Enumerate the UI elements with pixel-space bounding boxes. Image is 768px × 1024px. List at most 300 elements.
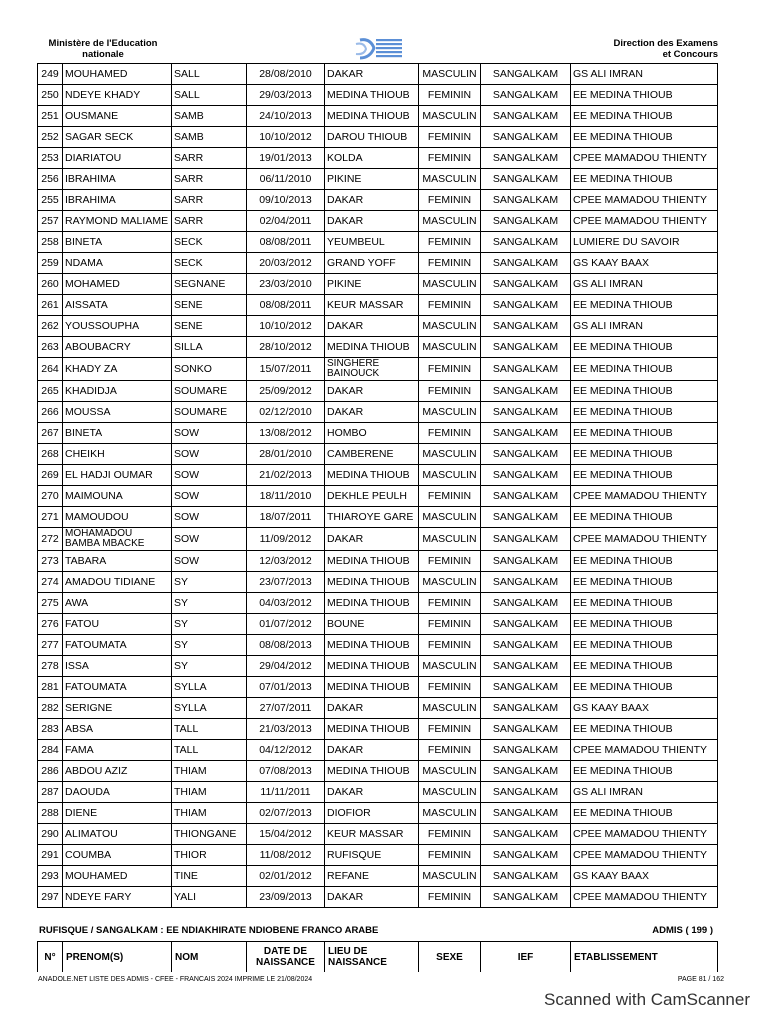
cell-num: 259 <box>38 253 63 274</box>
cell-prenom: IBRAHIMA <box>63 190 172 211</box>
cell-sexe: MASCULIN <box>419 337 481 358</box>
cell-ief: SANGALKAM <box>481 274 571 295</box>
cell-prenom: CHEIKH <box>63 444 172 465</box>
cell-prenom: YOUSSOUPHA <box>63 316 172 337</box>
cell-nom: SOW <box>172 507 247 528</box>
cell-etab: EE MEDINA THIOUB <box>571 656 718 677</box>
cell-etab: EE MEDINA THIOUB <box>571 761 718 782</box>
cell-lieu: DAKAR <box>325 402 419 423</box>
cell-nom: SENE <box>172 295 247 316</box>
cell-prenom: ALIMATOU <box>63 824 172 845</box>
cell-lieu: REFANE <box>325 866 419 887</box>
col-etab: ETABLISSEMENT <box>571 942 718 973</box>
table-row <box>38 316 718 337</box>
cell-etab: EE MEDINA THIOUB <box>571 507 718 528</box>
cell-lieu: CAMBERENE <box>325 444 419 465</box>
cell-prenom: MOUHAMED <box>63 866 172 887</box>
col-ief: IEF <box>481 942 571 973</box>
cell-ief: SANGALKAM <box>481 232 571 253</box>
cell-num: 288 <box>38 803 63 824</box>
cell-date: 23/03/2010 <box>247 274 325 295</box>
cell-prenom: MAMOUDOU <box>63 507 172 528</box>
cell-lieu: KOLDA <box>325 148 419 169</box>
table-row <box>38 253 718 274</box>
cell-ief: SANGALKAM <box>481 465 571 486</box>
cell-nom: SOUMARE <box>172 402 247 423</box>
cell-sexe: FEMININ <box>419 887 481 908</box>
cell-nom: SALL <box>172 64 247 85</box>
camscanner-watermark: Scanned with CamScanner <box>543 990 750 1009</box>
cell-ief: SANGALKAM <box>481 64 571 85</box>
cell-prenom: NDEYE FARY <box>63 887 172 908</box>
cell-date: 09/10/2013 <box>247 190 325 211</box>
cell-num: 257 <box>38 211 63 232</box>
cell-prenom: FATOU <box>63 614 172 635</box>
cell-ief: SANGALKAM <box>481 190 571 211</box>
cell-num: 291 <box>38 845 63 866</box>
cell-etab: CPEE MAMADOU THIENTY <box>571 845 718 866</box>
cell-prenom: SAGAR SECK <box>63 127 172 148</box>
cell-lieu: YEUMBEUL <box>325 232 419 253</box>
cell-date: 21/03/2013 <box>247 719 325 740</box>
cell-etab: GS KAAY BAAX <box>571 866 718 887</box>
cell-num: 281 <box>38 677 63 698</box>
cell-date: 15/04/2012 <box>247 824 325 845</box>
cell-etab: CPEE MAMADOU THIENTY <box>571 824 718 845</box>
cell-num: 283 <box>38 719 63 740</box>
cell-prenom: BINETA <box>63 232 172 253</box>
cell-prenom: NDEYE KHADY <box>63 85 172 106</box>
table-row <box>38 169 718 190</box>
direction-line1: Direction des Examens <box>613 38 718 49</box>
cell-prenom: AMADOU TIDIANE <box>63 572 172 593</box>
cell-lieu: KEUR MASSAR <box>325 295 419 316</box>
cell-ief: SANGALKAM <box>481 719 571 740</box>
cell-etab: EE MEDINA THIOUB <box>571 169 718 190</box>
cell-lieu: DAKAR <box>325 887 419 908</box>
cell-nom: SOUMARE <box>172 381 247 402</box>
cell-sexe: MASCULIN <box>419 316 481 337</box>
cell-prenom: OUSMANE <box>63 106 172 127</box>
cell-sexe: FEMININ <box>419 253 481 274</box>
cell-ief: SANGALKAM <box>481 486 571 507</box>
cell-prenom: MAIMOUNA <box>63 486 172 507</box>
cell-date: 15/07/2011 <box>247 358 325 381</box>
cell-date: 28/10/2012 <box>247 337 325 358</box>
cell-prenom: MOUHAMED <box>63 64 172 85</box>
cell-date: 08/08/2013 <box>247 635 325 656</box>
cell-nom: SY <box>172 572 247 593</box>
table-row <box>38 465 718 486</box>
cell-date: 08/08/2011 <box>247 232 325 253</box>
cell-etab: EE MEDINA THIOUB <box>571 295 718 316</box>
cell-sexe: FEMININ <box>419 358 481 381</box>
table-row <box>38 85 718 106</box>
cell-sexe: FEMININ <box>419 486 481 507</box>
cell-ief: SANGALKAM <box>481 740 571 761</box>
cell-ief: SANGALKAM <box>481 572 571 593</box>
cell-num: 249 <box>38 64 63 85</box>
col-date: DATE DE NAISSANCE <box>247 942 325 973</box>
table-row <box>38 803 718 824</box>
cell-num: 282 <box>38 698 63 719</box>
cell-sexe: MASCULIN <box>419 465 481 486</box>
cell-num: 286 <box>38 761 63 782</box>
cell-num: 276 <box>38 614 63 635</box>
cell-date: 27/07/2011 <box>247 698 325 719</box>
cell-ief: SANGALKAM <box>481 85 571 106</box>
cell-sexe: FEMININ <box>419 740 481 761</box>
cell-prenom: FATOUMATA <box>63 635 172 656</box>
cell-nom: SY <box>172 635 247 656</box>
cell-sexe: MASCULIN <box>419 572 481 593</box>
cell-date: 28/08/2010 <box>247 64 325 85</box>
cell-date: 28/01/2010 <box>247 444 325 465</box>
cell-sexe: MASCULIN <box>419 211 481 232</box>
table-row <box>38 190 718 211</box>
cell-lieu: MEDINA THIOUB <box>325 106 419 127</box>
cell-nom: SECK <box>172 232 247 253</box>
cell-prenom: TABARA <box>63 551 172 572</box>
cell-num: 278 <box>38 656 63 677</box>
cell-etab: CPEE MAMADOU THIENTY <box>571 528 718 551</box>
table-row <box>38 106 718 127</box>
cell-ief: SANGALKAM <box>481 423 571 444</box>
cell-prenom: ABDOU AZIZ <box>63 761 172 782</box>
cell-date: 07/01/2013 <box>247 677 325 698</box>
cell-etab: EE MEDINA THIOUB <box>571 614 718 635</box>
cell-sexe: MASCULIN <box>419 656 481 677</box>
cell-lieu: MEDINA THIOUB <box>325 337 419 358</box>
table-row <box>38 551 718 572</box>
table-row <box>38 402 718 423</box>
cell-num: 253 <box>38 148 63 169</box>
cell-etab: GS ALI IMRAN <box>571 64 718 85</box>
cell-sexe: MASCULIN <box>419 507 481 528</box>
cell-sexe: MASCULIN <box>419 782 481 803</box>
ministry-header <box>28 38 178 60</box>
cell-etab: EE MEDINA THIOUB <box>571 106 718 127</box>
cell-ief: SANGALKAM <box>481 127 571 148</box>
cell-sexe: MASCULIN <box>419 803 481 824</box>
cell-prenom: FAMA <box>63 740 172 761</box>
table-row <box>38 148 718 169</box>
cell-num: 274 <box>38 572 63 593</box>
cell-lieu: MEDINA THIOUB <box>325 677 419 698</box>
table-row <box>38 614 718 635</box>
cell-etab: EE MEDINA THIOUB <box>571 677 718 698</box>
table-row <box>38 866 718 887</box>
table-row <box>38 295 718 316</box>
table-row <box>38 635 718 656</box>
cell-nom: SOW <box>172 528 247 551</box>
cell-etab: EE MEDINA THIOUB <box>571 85 718 106</box>
cell-nom: THIAM <box>172 761 247 782</box>
cell-lieu: MEDINA THIOUB <box>325 656 419 677</box>
cell-num: 284 <box>38 740 63 761</box>
cell-lieu: THIAROYE GARE <box>325 507 419 528</box>
cell-sexe: FEMININ <box>419 593 481 614</box>
cell-ief: SANGALKAM <box>481 824 571 845</box>
cell-etab: EE MEDINA THIOUB <box>571 444 718 465</box>
cell-ief: SANGALKAM <box>481 866 571 887</box>
cell-lieu: PIKINE <box>325 169 419 190</box>
cell-prenom: DIENE <box>63 803 172 824</box>
cell-prenom: KHADY ZA <box>63 358 172 381</box>
cell-etab: CPEE MAMADOU THIENTY <box>571 190 718 211</box>
cell-nom: SEGNANE <box>172 274 247 295</box>
cell-ief: SANGALKAM <box>481 402 571 423</box>
cell-nom: SALL <box>172 85 247 106</box>
cell-lieu: HOMBO <box>325 423 419 444</box>
table-row <box>38 740 718 761</box>
table-row <box>38 486 718 507</box>
table-row <box>38 698 718 719</box>
cell-num: 267 <box>38 423 63 444</box>
cell-etab: EE MEDINA THIOUB <box>571 465 718 486</box>
cell-num: 271 <box>38 507 63 528</box>
cell-etab: GS ALI IMRAN <box>571 782 718 803</box>
cell-date: 02/12/2010 <box>247 402 325 423</box>
cell-etab: CPEE MAMADOU THIENTY <box>571 486 718 507</box>
cell-nom: YALI <box>172 887 247 908</box>
cell-num: 297 <box>38 887 63 908</box>
cell-date: 02/07/2013 <box>247 803 325 824</box>
cell-num: 290 <box>38 824 63 845</box>
cell-sexe: FEMININ <box>419 719 481 740</box>
cell-ief: SANGALKAM <box>481 698 571 719</box>
cell-num: 275 <box>38 593 63 614</box>
cell-lieu: PIKINE <box>325 274 419 295</box>
cell-date: 23/09/2013 <box>247 887 325 908</box>
cell-ief: SANGALKAM <box>481 593 571 614</box>
cell-lieu: RUFISQUE <box>325 845 419 866</box>
table-row <box>38 677 718 698</box>
cell-etab: GS ALI IMRAN <box>571 274 718 295</box>
cell-lieu: MEDINA THIOUB <box>325 551 419 572</box>
cell-date: 29/04/2012 <box>247 656 325 677</box>
table-row <box>38 274 718 295</box>
cell-date: 12/03/2012 <box>247 551 325 572</box>
cell-ief: SANGALKAM <box>481 528 571 551</box>
table-row <box>38 423 718 444</box>
cell-etab: CPEE MAMADOU THIENTY <box>571 148 718 169</box>
cell-etab: GS KAAY BAAX <box>571 253 718 274</box>
cell-nom: TALL <box>172 719 247 740</box>
cell-ief: SANGALKAM <box>481 337 571 358</box>
cell-nom: SOW <box>172 465 247 486</box>
cell-date: 23/07/2013 <box>247 572 325 593</box>
cell-sexe: FEMININ <box>419 190 481 211</box>
col-prenom: PRENOM(S) <box>63 942 172 973</box>
cell-etab: EE MEDINA THIOUB <box>571 803 718 824</box>
cell-etab: EE MEDINA THIOUB <box>571 551 718 572</box>
cell-sexe: FEMININ <box>419 85 481 106</box>
cell-sexe: MASCULIN <box>419 402 481 423</box>
cell-num: 293 <box>38 866 63 887</box>
cell-num: 263 <box>38 337 63 358</box>
cell-date: 02/04/2011 <box>247 211 325 232</box>
table-row <box>38 593 718 614</box>
cell-prenom: EL HADJI OUMAR <box>63 465 172 486</box>
results-table-body <box>38 64 718 908</box>
table-row <box>38 211 718 232</box>
cell-num: 260 <box>38 274 63 295</box>
cell-etab: CPEE MAMADOU THIENTY <box>571 740 718 761</box>
cell-num: 266 <box>38 402 63 423</box>
cell-sexe: FEMININ <box>419 127 481 148</box>
cell-nom: SOW <box>172 551 247 572</box>
cell-ief: SANGALKAM <box>481 444 571 465</box>
cell-date: 20/03/2012 <box>247 253 325 274</box>
cell-nom: TALL <box>172 740 247 761</box>
cell-ief: SANGALKAM <box>481 845 571 866</box>
cell-nom: SAMB <box>172 106 247 127</box>
cell-date: 25/09/2012 <box>247 381 325 402</box>
table-row <box>38 127 718 148</box>
cell-lieu: DAKAR <box>325 316 419 337</box>
cell-sexe: FEMININ <box>419 381 481 402</box>
cell-nom: SARR <box>172 169 247 190</box>
cell-nom: SAMB <box>172 127 247 148</box>
cell-ief: SANGALKAM <box>481 106 571 127</box>
cell-num: 272 <box>38 528 63 551</box>
cell-lieu: DAKAR <box>325 528 419 551</box>
table-row <box>38 507 718 528</box>
section-title: RUFISQUE / SANGALKAM : EE NDIAKHIRATE NDIOBENE FRANCO ARABE <box>39 925 379 936</box>
cell-nom: SOW <box>172 444 247 465</box>
cell-prenom: NDAMA <box>63 253 172 274</box>
cell-nom: SOW <box>172 423 247 444</box>
cell-etab: EE MEDINA THIOUB <box>571 127 718 148</box>
column-header-row <box>37 941 718 972</box>
cell-date: 11/11/2011 <box>247 782 325 803</box>
cell-prenom: DAOUDA <box>63 782 172 803</box>
cell-lieu: DAKAR <box>325 64 419 85</box>
footer-print-info: ANADOLE.NET LISTE DES ADMIS - CFEE - FRANCAIS 2024 IMPRIME LE 21/08/2024 <box>38 976 313 983</box>
cell-sexe: FEMININ <box>419 551 481 572</box>
cell-sexe: MASCULIN <box>419 761 481 782</box>
cell-nom: SARR <box>172 148 247 169</box>
ministry-line2: nationale <box>82 49 124 60</box>
cell-sexe: MASCULIN <box>419 169 481 190</box>
cell-nom: SARR <box>172 211 247 232</box>
cell-lieu: MEDINA THIOUB <box>325 593 419 614</box>
table-row <box>38 782 718 803</box>
cell-ief: SANGALKAM <box>481 761 571 782</box>
cell-lieu: KEUR MASSAR <box>325 824 419 845</box>
cell-lieu: GRAND YOFF <box>325 253 419 274</box>
cell-num: 262 <box>38 316 63 337</box>
table-row <box>38 824 718 845</box>
cell-prenom: ABSA <box>63 719 172 740</box>
cell-lieu: DAKAR <box>325 211 419 232</box>
cell-date: 13/08/2012 <box>247 423 325 444</box>
cell-etab: EE MEDINA THIOUB <box>571 337 718 358</box>
cell-nom: SY <box>172 614 247 635</box>
cell-ief: SANGALKAM <box>481 253 571 274</box>
table-row <box>38 64 718 85</box>
cell-etab: LUMIERE DU SAVOIR <box>571 232 718 253</box>
cell-ief: SANGALKAM <box>481 656 571 677</box>
admis-count: ADMIS ( 199 ) <box>652 925 713 936</box>
cell-nom: THIOR <box>172 845 247 866</box>
cell-sexe: FEMININ <box>419 295 481 316</box>
cell-sexe: MASCULIN <box>419 274 481 295</box>
cell-nom: SY <box>172 593 247 614</box>
cell-sexe: MASCULIN <box>419 528 481 551</box>
cell-date: 04/12/2012 <box>247 740 325 761</box>
col-lieu: LIEU DE NAISSANCE <box>325 942 419 973</box>
cell-etab: EE MEDINA THIOUB <box>571 402 718 423</box>
cell-num: 258 <box>38 232 63 253</box>
cell-prenom: AISSATA <box>63 295 172 316</box>
cell-etab: EE MEDINA THIOUB <box>571 593 718 614</box>
cell-nom: SENE <box>172 316 247 337</box>
cell-nom: SECK <box>172 253 247 274</box>
cell-prenom: FATOUMATA <box>63 677 172 698</box>
col-sexe: SEXE <box>419 942 481 973</box>
table-row <box>38 719 718 740</box>
cell-num: 255 <box>38 190 63 211</box>
cell-lieu: MEDINA THIOUB <box>325 719 419 740</box>
cell-lieu: DAKAR <box>325 782 419 803</box>
cell-prenom: MOHAMADOU BAMBA MBACKE <box>63 528 172 551</box>
table-row <box>38 656 718 677</box>
cell-date: 19/01/2013 <box>247 148 325 169</box>
cell-date: 24/10/2013 <box>247 106 325 127</box>
cell-prenom: MOUSSA <box>63 402 172 423</box>
cell-date: 11/09/2012 <box>247 528 325 551</box>
cell-ief: SANGALKAM <box>481 169 571 190</box>
cell-num: 264 <box>38 358 63 381</box>
cell-date: 10/10/2012 <box>247 127 325 148</box>
cell-ief: SANGALKAM <box>481 677 571 698</box>
cell-lieu: DAKAR <box>325 190 419 211</box>
cell-date: 21/02/2013 <box>247 465 325 486</box>
cell-nom: SOW <box>172 486 247 507</box>
cell-prenom: KHADIDJA <box>63 381 172 402</box>
cell-num: 273 <box>38 551 63 572</box>
results-table <box>37 63 718 908</box>
cell-lieu: MEDINA THIOUB <box>325 761 419 782</box>
table-row <box>38 528 718 551</box>
cell-nom: TINE <box>172 866 247 887</box>
cell-date: 11/08/2012 <box>247 845 325 866</box>
office-logo-icon <box>354 36 406 62</box>
cell-ief: SANGALKAM <box>481 381 571 402</box>
cell-nom: SY <box>172 656 247 677</box>
cell-ief: SANGALKAM <box>481 211 571 232</box>
cell-nom: THIONGANE <box>172 824 247 845</box>
cell-lieu: MEDINA THIOUB <box>325 635 419 656</box>
cell-date: 01/07/2012 <box>247 614 325 635</box>
cell-date: 06/11/2010 <box>247 169 325 190</box>
cell-sexe: MASCULIN <box>419 698 481 719</box>
cell-lieu: MEDINA THIOUB <box>325 85 419 106</box>
cell-prenom: MOHAMED <box>63 274 172 295</box>
cell-nom: SONKO <box>172 358 247 381</box>
cell-ief: SANGALKAM <box>481 887 571 908</box>
cell-sexe: FEMININ <box>419 614 481 635</box>
table-row <box>38 572 718 593</box>
cell-nom: THIAM <box>172 782 247 803</box>
cell-sexe: FEMININ <box>419 845 481 866</box>
cell-sexe: FEMININ <box>419 677 481 698</box>
cell-ief: SANGALKAM <box>481 148 571 169</box>
cell-prenom: IBRAHIMA <box>63 169 172 190</box>
cell-lieu: DAKAR <box>325 740 419 761</box>
